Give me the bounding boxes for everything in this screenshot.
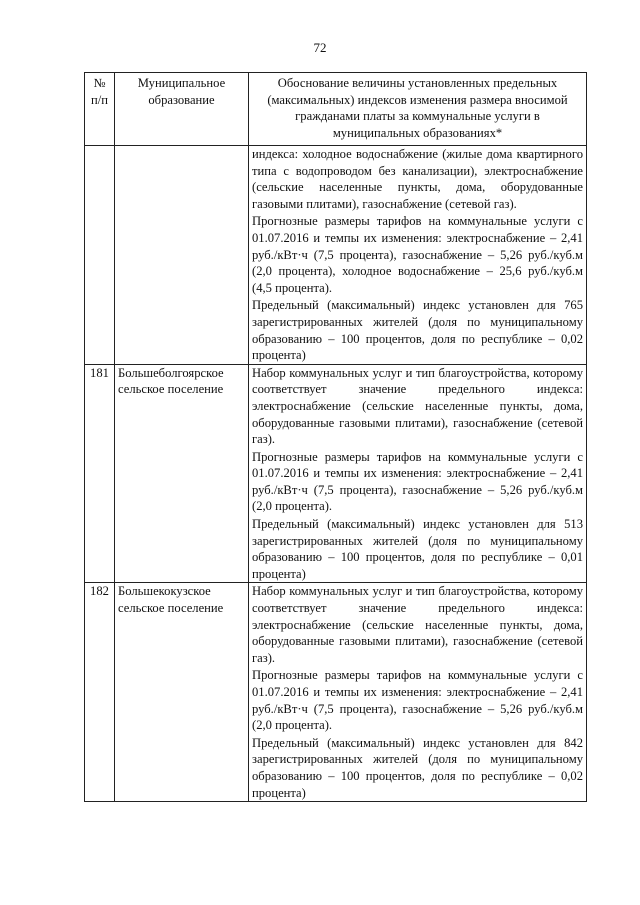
table-row <box>85 583 587 802</box>
justification-paragraph: Набор коммунальных услуг и тип благоустройства, которому соответствует значение предельного индекса: электроснабжение (сельские населенные пункты, дома, оборудованные газовыми плитами), газоснабжение (сетевой газ). <box>252 365 583 447</box>
justification-paragraph: Предельный (максимальный) индекс установлен для 513 зарегистрированных жителей (доля по муниципальному образованию – 100 процентов, доля по республике – 0,01 процента) <box>252 517 583 581</box>
justification-cell <box>249 146 587 365</box>
justification-paragraph: Предельный (максимальный) индекс установлен для 765 зарегистрированных жителей (доля по муниципальному образованию – 100 процентов, доля по республике – 0,02 процента) <box>252 298 583 363</box>
justification-paragraph: Прогнозные размеры тарифов на коммунальные услуги с 01.07.2016 и темпы их изменения: электроснабжение – 2,41 руб./кВт·ч (7,5 процента), газоснабжение – 5,26 руб./куб.м (2,0 процента), холодное водоснабжение – 25,6 руб./куб.м (4,5 процента). <box>252 214 583 295</box>
justification-cell <box>249 364 587 583</box>
row-number: 181 <box>85 364 115 583</box>
tariff-index-table <box>84 72 587 802</box>
municipality-name: Большекокузское сельское поселение <box>115 583 249 802</box>
justification-paragraph: Набор коммунальных услуг и тип благоустройства, которому соответствует значение предельного индекса: электроснабжение (сельские населенные пункты, дома, оборудованные газовыми плитами), газоснабжение (сетевой газ). <box>252 584 583 665</box>
justification-paragraph: Прогнозные размеры тарифов на коммунальные услуги с 01.07.2016 и темпы их изменения: электроснабжение – 2,41 руб./кВт·ч (7,5 процента), газоснабжение – 5,26 руб./куб.м (2,0 процента). <box>252 668 583 733</box>
municipality-name <box>115 146 249 365</box>
municipality-name: Большеболгоярское сельское поселение <box>115 364 249 583</box>
header-justification: Обоснование величины установленных предельных (максимальных) индексов изменения размера вносимой гражданами платы за коммунальные услуги в муниципальных образованиях* <box>249 73 587 146</box>
table-row <box>85 146 587 365</box>
table-header-row <box>85 73 587 146</box>
row-number <box>85 146 115 365</box>
page-number: 72 <box>313 40 327 55</box>
justification-cell <box>249 583 587 802</box>
header-num: № п/п <box>85 73 115 146</box>
justification-paragraph: Предельный (максимальный) индекс установлен для 842 зарегистрированных жителей (доля по муниципальному образованию – 100 процентов, доля по республике – 0,02 процента) <box>252 735 583 800</box>
table-row <box>85 364 587 583</box>
justification-paragraph: индекса: холодное водоснабжение (жилые дома квартирного типа с водопроводом без канализации), электроснабжение (сельские населенные пункты, дома, оборудованные газовыми плитами), газоснабжение (сетевой газ). <box>252 147 583 211</box>
justification-paragraph: Прогнозные размеры тарифов на коммунальные услуги с 01.07.2016 и темпы их изменения: электроснабжение – 2,41 руб./кВт·ч (7,5 процента), газоснабжение – 5,26 руб./куб.м (2,0 процента). <box>252 449 583 514</box>
header-municipality: Муниципальное образование <box>115 73 249 146</box>
row-number: 182 <box>85 583 115 802</box>
